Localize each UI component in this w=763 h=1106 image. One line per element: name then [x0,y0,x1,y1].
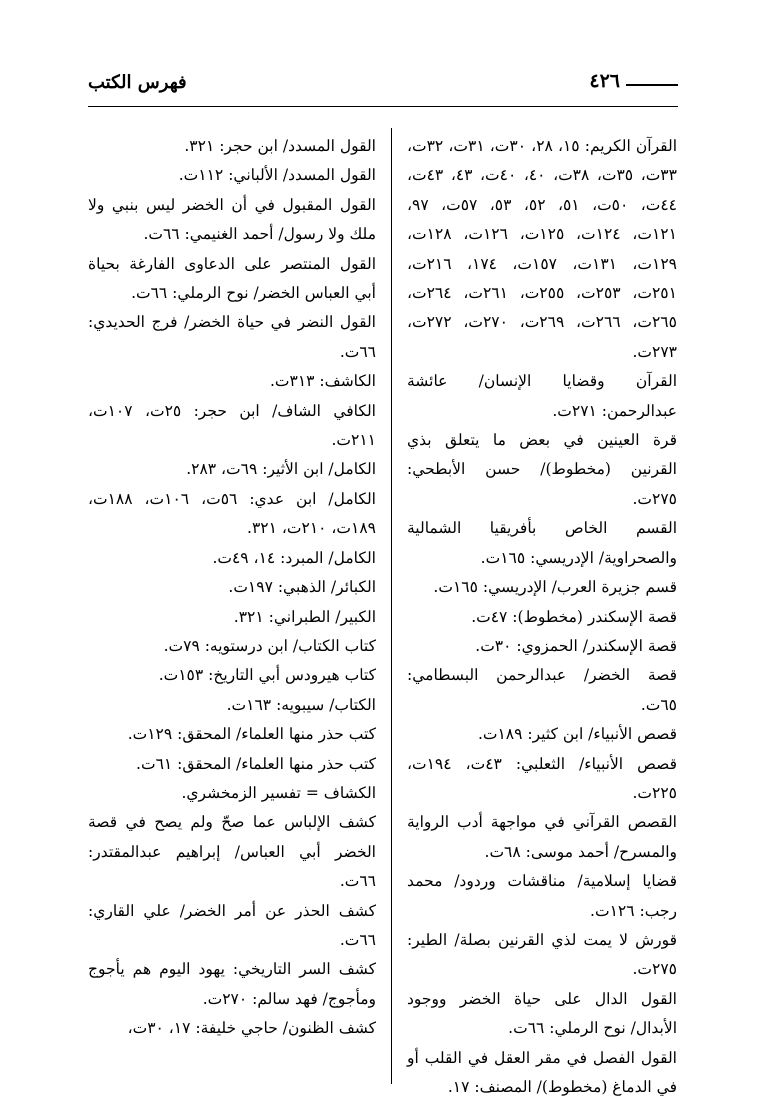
index-entry: الكتاب/ سيبويه: ١٦٣ت. [226,695,376,714]
index-entry: قرة العينين في بعض ما يتعلق بذي القرنين (مخطوط)/ حسن الأبطحي: ٢٧٥ت. [407,431,677,508]
index-entry: قسم جزيرة العرب/ الإدريسي: ١٦٥ت. [433,578,677,597]
header-rule [88,106,678,107]
index-entry: قصة الإسكندر (مخطوط): ٤٧ت. [471,607,677,626]
index-entry: القول النضر في حياة الخضر/ فرج الحديدي: ٦٦ت. [88,313,376,361]
index-entry: كشف الإلباس عما صحّ ولم يصح في قصة الخضر أبي العباس/ إبراهيم عبدالمقتدر: ٦٦ت. [88,813,376,891]
index-entry: الكبائر/ الذهبي: ١٩٧ت. [228,578,376,597]
index-entry: القول المنتصر على الدعاوى الفارغة بحياة أبي العباس الخضر/ نوح الرملي: ٦٦ت. [88,254,376,303]
index-entry: القصص القرآني في مواجهة أدب الرواية والمسرح/ أحمد موسى: ٦٨ت. [407,813,677,861]
page-number: ٤٢٦ [589,70,620,92]
index-entry: القول المسدد/ الألباني: ١١٢ت. [178,166,376,185]
index-entry: الكشاف = تفسير الزمخشري. [181,783,376,802]
index-entry: القول الفصل في مقر العقل في القلب أو في الدماغ (مخطوط)/ المصنف: ١٧. [407,1048,677,1096]
running-title: فهرس الكتب [88,72,187,93]
index-entry: كتب حذر منها العلماء/ المحقق: ١٢٩ت. [127,725,376,744]
page-number-dash [626,84,678,86]
index-entry: كتب حذر منها العلماء/ المحقق: ٦١ت. [136,754,376,773]
index-entry: القسم الخاص بأفريقيا الشمالية والصحراوية/ الإدريسي: ١٦٥ت. [407,519,677,567]
index-entry: الكبير/ الطبراني: ٣٢١. [233,607,376,626]
index-entry: قضايا إسلامية/ مناقشات وردود/ محمد رجب: ١٢٦ت. [407,872,677,920]
index-entry: قصة الخضر/ عبدالرحمن البسطامي: ٦٥ت. [407,666,677,714]
index-entry: الكامل/ ابن عدي: ٥٦ت، ١٠٦ت، ١٨٨ت، ١٨٩ت، ٢١٠ت، ٣٢١. [88,489,376,538]
column-divider [391,128,392,1084]
index-entry: كشف السر التاريخي: يهود اليوم هم يأجوج ومأجوج/ فهد سالم: ٢٧٠ت. [88,960,376,1008]
index-entry: قصص الأنبياء/ الثعلبي: ٤٣ت، ١٩٤ت، ٢٢٥ت. [407,754,677,802]
index-entry: القرآن الكريم: ١٥، ٢٨، ٣٠ت، ٣١ت، ٣٢ت، ٣٣ت، ٣٥ت، ٣٨ت، ٤٠، ٤٠ت، ٤٣، ٤٣ت، ٤٤ت، ٥٠ت، ٥١، ٥٢، ٥٣، ٥٧ت، ٩٧، ١٢١ت، ١٢٤ت، ١٢٥ت، ١٢٦ت، ١٢٨ت، ١٢٩ت، ١٣١ت، ١٥٧ت، ١٧٤، ٢١٦ت، ٢٥١ت، ٢٥٣ت، ٢٥٥ت، ٢٦١ت، ٢٦٤ت، ٢٦٥ت، ٢٦٦ت، ٢٦٩ت، ٢٧٠ت، ٢٧٢ت، ٢٧٣ت. [407,137,678,361]
index-entry: الكامل/ ابن الأثير: ٦٩ت، ٢٨٣. [186,460,376,479]
index-column-left [88,132,376,1044]
index-entry: الكاشف: ٣١٣ت. [269,372,376,391]
index-entry: القرآن وقضايا الإنسان/ عائشة عبدالرحمن: ٢٧١ت. [407,372,677,420]
index-entry: الكامل/ المبرد: ١٤، ٤٩ت. [212,548,376,567]
index-entry: قصص الأنبياء/ ابن كثير: ١٨٩ت. [477,725,677,744]
index-entry: قورش لا يمت لذي القرنين بصلة/ الطير: ٢٧٥ت. [407,930,677,979]
index-entry: كشف الحذر عن أمر الخضر/ علي القاري: ٦٦ت. [88,901,376,949]
index-entry: كتاب هيرودس أبي التاريخ: ١٥٣ت. [158,666,376,685]
index-entry: القول المقبول في أن الخضر ليس بنبي ولا ملك ولا رسول/ أحمد الغنيمي: ٦٦ت. [88,195,376,244]
index-entry: القول المسدد/ ابن حجر: ٣٢١. [184,137,376,155]
page-header [88,70,678,110]
index-entry: كشف الظنون/ حاجي خليفة: ١٧، ٣٠ت، [127,1019,376,1038]
index-column-right [407,132,677,1102]
index-entry: قصة الإسكندر/ الحمزوي: ٣٠ت. [475,636,677,655]
index-entry: كتاب الكتاب/ ابن درستويه: ٧٩ت. [163,636,376,655]
index-entry: القول الدال على حياة الخضر ووجود الأبدال/ نوح الرملي: ٦٦ت. [407,989,677,1038]
index-entry: الكافي الشاف/ ابن حجر: ٢٥ت، ١٠٧ت، ٢١١ت. [88,401,376,450]
